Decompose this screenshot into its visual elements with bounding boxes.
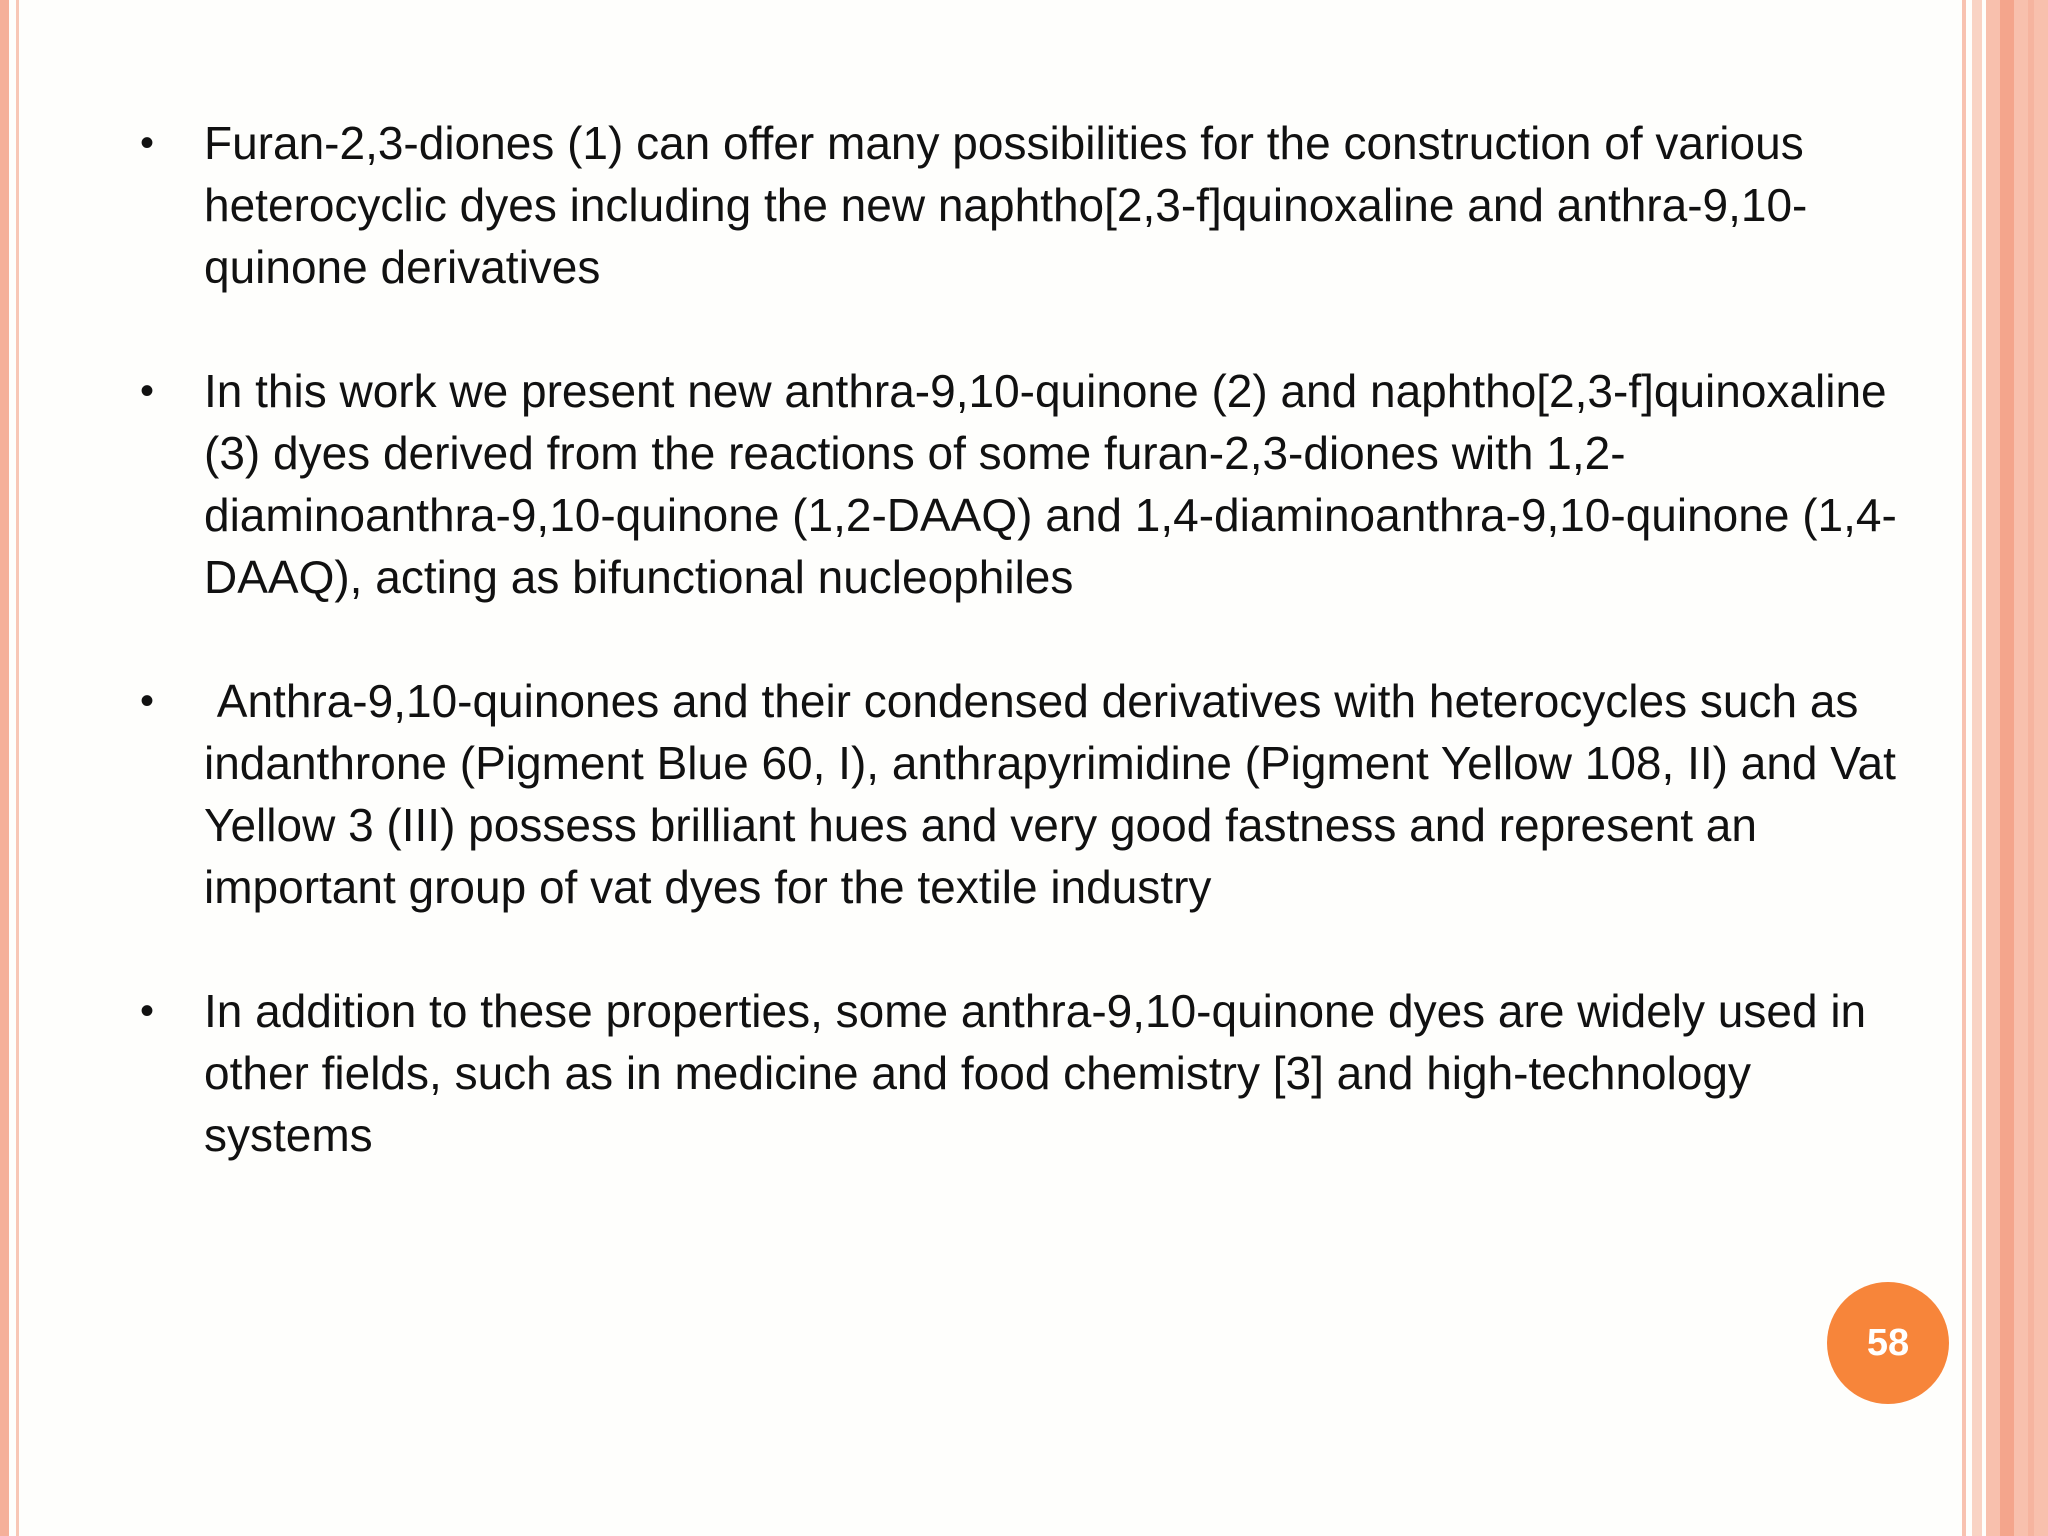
bullet-item	[140, 670, 1930, 918]
bullet-text: In this work we present new anthra-9,10-quinone (2) and naphtho[2,3-f]quinoxaline (3) dyes derived from the reactions of some furan-2,3-diones with 1,2-diaminoanthra-9,10-quinone (1,2-DAAQ) and 1,4-diaminoanthra-9,10-quinone (1,4-DAAQ), acting as bifunctional nucleophiles	[204, 365, 1897, 603]
left-border-stripe	[0, 0, 9, 1536]
right-border-light-stripe	[1972, 0, 1982, 1536]
page-number-badge: 58	[1827, 1282, 1949, 1404]
bullet-icon: •	[140, 369, 155, 413]
right-border-outer-stripe	[2028, 0, 2034, 1536]
right-border-dark-stripe	[2000, 0, 2014, 1536]
right-border-thin-stripe	[1962, 0, 1966, 1536]
bullet-item	[140, 112, 1930, 298]
bullet-icon: •	[140, 679, 155, 723]
bullet-text: Furan-2,3-diones (1) can offer many possibilities for the construction of various heterocyclic dyes including the new naphtho[2,3-f]quinoxaline and anthra-9,10-quinone derivatives	[204, 117, 1808, 293]
bullet-list	[140, 112, 1930, 1166]
left-border-thin-stripe	[16, 0, 19, 1536]
bullet-icon: •	[140, 989, 155, 1033]
bullet-text: Anthra-9,10-quinones and their condensed derivatives with heterocycles such as indanthrone (Pigment Blue 60, I), anthrapyrimidine (Pigment Yellow 108, II) and Vat Yellow 3 (III) possess brilliant hues and very good fastness and represent an important group of vat dyes for the textile industry	[204, 675, 1908, 913]
bullet-item	[140, 360, 1930, 608]
bullet-item	[140, 980, 1930, 1166]
bullet-icon: •	[140, 121, 155, 165]
bullet-text: In addition to these properties, some anthra-9,10-quinone dyes are widely used in other fields, such as in medicine and food chemistry [3] and high-technology systems	[204, 985, 1867, 1161]
right-border-band	[1986, 0, 2048, 1536]
